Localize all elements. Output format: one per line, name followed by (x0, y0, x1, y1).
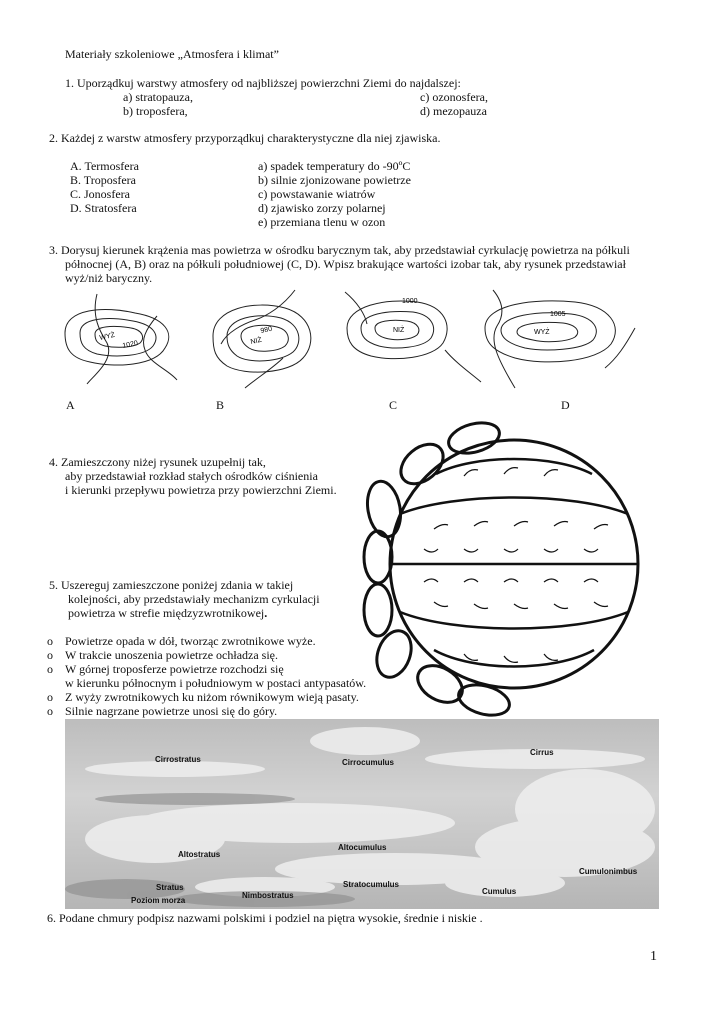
cloud-label-cumulus: Cumulus (482, 887, 517, 896)
q2-phenomenon-b: b) silnie zjonizowane powietrze (258, 173, 411, 187)
cloud-label-altostratus: Altostratus (178, 850, 221, 859)
question-2-text: 2. Każdej z warstw atmosfery przyporządkuj charakterystyczne dla niej zjawiska. (49, 131, 441, 145)
q1-option-c: c) ozonosfera, (420, 90, 488, 104)
document-header: Materiały szkoleniowe „Atmosfera i klimat” (65, 47, 279, 61)
bullet-1: o (47, 634, 53, 648)
diagram-b-isobar-value: 980 (259, 325, 273, 335)
q5-item-1: Powietrze opada w dół, tworząc zwrotnikowe wyże. (65, 634, 316, 648)
pressure-systems-diagram (45, 288, 685, 394)
q2-phenomenon-d: d) zjawisko zorzy polarnej (258, 201, 386, 215)
question-5-line-2: kolejności, aby przedstawiały mechanizm cyrkulacji (68, 592, 320, 606)
diagram-d-isobars (485, 290, 635, 388)
diagram-a-isobar-value: 1020 (121, 339, 139, 350)
diagram-label-c: C (389, 398, 398, 412)
diagram-label-d: D (561, 398, 570, 412)
q1-option-a: a) stratopauza, (123, 90, 193, 104)
cloud-label-stratus: Stratus (156, 883, 184, 892)
question-5-line-1: 5. Uszereguj zamieszczone poniżej zdania w takiej (49, 578, 294, 592)
cloud-label-cirrostratus: Cirrostratus (155, 755, 201, 764)
question-3-line-1: 3. Dorysuj kierunek krążenia mas powietrza w ośrodku barycznym tak, aby przedstawiał cyrkulację powietrza na półkuli (49, 243, 630, 257)
q2-phenomenon-a: a) spadek temperatury do -90ºC (258, 159, 411, 173)
q2-layer-b: B. Troposfera (70, 173, 137, 187)
bullet-2: o (47, 648, 53, 662)
cloud-label-cumulonimbus: Cumulonimbus (579, 867, 638, 876)
q5-item-3: W górnej troposferze powietrze rozchodzi się (65, 662, 284, 676)
diagram-b-isobars (213, 290, 311, 388)
question-4-line-2: aby przedstawiał rozkład stałych ośrodków ciśnienia (65, 469, 318, 483)
q2-layer-d: D. Stratosfera (70, 201, 137, 215)
q2-layer-c: C. Jonosfera (70, 187, 130, 201)
diagram-label-a: A (66, 398, 75, 412)
diagram-d-center-label: WYŻ (534, 329, 550, 336)
q5-item-2: W trakcie unoszenia powietrze ochładza się. (65, 648, 279, 662)
q2-phenomenon-c: c) powstawanie wiatrów (258, 187, 376, 201)
q5-item-4: Z wyży zwrotnikowych ku niżom równikowym wieją pasaty. (65, 690, 359, 704)
diagram-a-center-label: WYŻ (98, 331, 116, 342)
cloud-label-stratocumulus: Stratocumulus (343, 880, 400, 889)
diagram-a-isobars (65, 294, 177, 384)
question-3-line-3: wyż/niż baryczny. (65, 271, 153, 285)
q5-item-3-continuation: w kierunku północnym i południowym w postaci antypasatów. (65, 676, 367, 690)
page-number: 1 (650, 949, 657, 964)
diagram-c-isobars (345, 292, 481, 382)
question-4-line-3: i kierunki przepływu powietrza przy powierzchni Ziemi. (65, 483, 337, 497)
cloud-label-cirrocumulus: Cirrocumulus (342, 758, 395, 767)
cloud-label-sea-level: Poziom morza (131, 896, 186, 905)
diagram-c-isobar-value: 1000 (402, 298, 418, 305)
q2-layer-a: A. Termosfera (70, 159, 139, 173)
globe-circulation-diagram (344, 414, 644, 718)
bullet-4: o (47, 690, 53, 704)
question-4-line-1: 4. Zamieszczony niżej rysunek uzupełnij tak, (49, 455, 266, 469)
diagram-label-b: B (216, 398, 225, 412)
cloud-label-cirrus: Cirrus (530, 748, 554, 757)
bullet-5: o (47, 704, 53, 718)
question-5-line-3: powietrza w strefie międzyzwrotnikowej. (68, 606, 268, 620)
question-6-text: 6. Podane chmury podpisz nazwami polskimi i podziel na piętra wysokie, średnie i niskie . (47, 911, 483, 925)
question-1-text: 1. Uporządkuj warstwy atmosfery od najbliższej powierzchni Ziemi do najdalszej: (65, 76, 461, 90)
q5-item-5: Silnie nagrzane powietrze unosi się do góry. (65, 704, 278, 718)
q1-option-d: d) mezopauza (420, 104, 487, 118)
diagram-b-center-label: NIŻ (249, 336, 263, 346)
cloud-types-image (65, 719, 659, 909)
cloud-label-nimbostratus: Nimbostratus (242, 891, 294, 900)
diagram-d-isobar-value: 1005 (550, 311, 566, 318)
q2-phenomenon-e: e) przemiana tlenu w ozon (258, 215, 386, 229)
q1-option-b: b) troposfera, (123, 104, 188, 118)
question-3-line-2: północnej (A, B) oraz na półkuli południowej (C, D). Wpisz brakujące wartości izobar tak, aby rysunek przedstawiał (65, 257, 626, 271)
cloud-label-altocumulus: Altocumulus (338, 843, 387, 852)
diagram-c-center-label: NIŻ (393, 327, 405, 334)
bullet-3: o (47, 662, 53, 676)
